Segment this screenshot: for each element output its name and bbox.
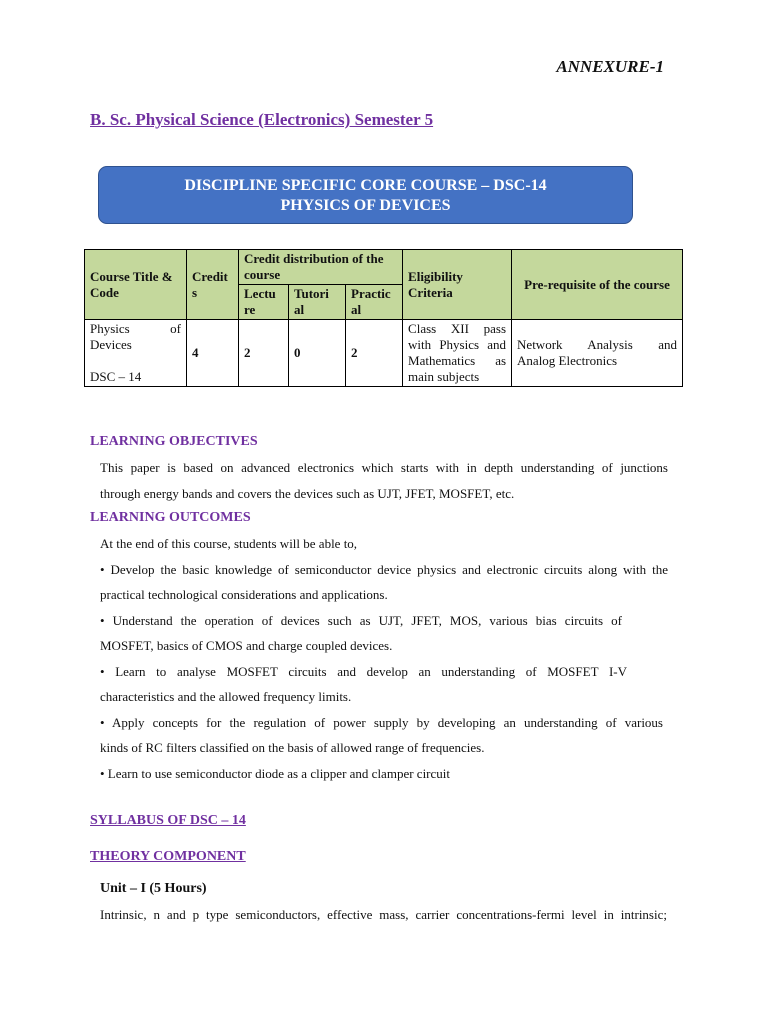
paragraph-line: This paper is based on advanced electronics which starts with in depth understanding of junctions — [100, 460, 668, 475]
header-eligibility: Eligibility Criteria — [403, 250, 512, 320]
course-code: DSC – 14 — [90, 369, 142, 384]
cell-lecture: 2 — [239, 320, 289, 387]
learning-objectives-heading: LEARNING OBJECTIVES — [90, 434, 258, 449]
eligibility-line: Mathematics as — [408, 353, 507, 368]
eligibility-line: Class XII pass — [408, 321, 507, 336]
outcome-line: MOSFET, basics of CMOS and charge coupled devices. — [100, 638, 393, 653]
eligibility-line: main subjects — [408, 369, 480, 384]
syllabus-heading: SYLLABUS OF DSC – 14 — [90, 813, 246, 828]
banner-course-code: DISCIPLINE SPECIFIC CORE COURSE – DSC-14 — [184, 177, 547, 194]
eligibility-line: with Physics and — [408, 337, 507, 352]
cell-course-title — [85, 320, 187, 387]
cell-eligibility — [403, 320, 512, 387]
header-tutorial: Tutori al — [289, 285, 346, 320]
course-title-line: Physics of — [90, 321, 181, 336]
table-row — [85, 320, 683, 387]
header-credits: Credit s — [187, 250, 239, 320]
outcome-line: kinds of RC filters classified on the basis of allowed range of frequencies. — [100, 740, 485, 755]
outcome-line: characteristics and the allowed frequency limits. — [100, 689, 352, 704]
outcome-line: • Develop the basic knowledge of semiconductor device physics and electronic circuits along with the — [100, 561, 668, 577]
course-title-line: Devices — [90, 337, 132, 352]
outcome-line: • Learn to analyse MOSFET circuits and develop an understanding of MOSFET I-V — [100, 663, 627, 679]
header-credit-distribution: Credit distribution of the course — [239, 250, 403, 285]
prerequisite-line: Analog Electronics — [517, 353, 618, 368]
header-lecture: Lectu re — [239, 285, 289, 320]
paragraph-line: At the end of this course, students will be able to, — [100, 536, 358, 551]
header-practical: Practic al — [346, 285, 403, 320]
learning-outcomes-text — [100, 531, 668, 786]
paragraph-line: through energy bands and covers the devices such as UJT, JFET, MOSFET, etc. — [100, 485, 515, 501]
unit-1-heading: Unit – I (5 Hours) — [100, 881, 207, 896]
header-prerequisite: Pre-requisite of the course — [512, 250, 683, 320]
learning-objectives-text — [100, 455, 668, 506]
course-banner — [98, 166, 633, 224]
outcome-line: • Learn to use semiconductor diode as a clipper and clamper circuit — [100, 765, 450, 781]
prerequisite-line: Network Analysis and — [517, 337, 678, 352]
theory-component-heading: THEORY COMPONENT — [90, 849, 246, 864]
cell-prerequisite — [512, 320, 683, 387]
cell-practical: 2 — [346, 320, 403, 387]
unit-1-text: Intrinsic, n and p type semiconductors, effective mass, carrier concentrations-fermi level in intrinsic; — [100, 907, 667, 922]
outcome-line: practical technological considerations and applications. — [100, 587, 388, 602]
header-course-title: Course Title & Code — [85, 250, 187, 320]
program-title: B. Sc. Physical Science (Electronics) Semester 5 — [90, 110, 434, 129]
cell-credits: 4 — [187, 320, 239, 387]
outcome-line: • Apply concepts for the regulation of power supply by developing an understanding of various — [100, 714, 663, 730]
learning-outcomes-heading: LEARNING OUTCOMES — [90, 510, 251, 525]
annexure-label: ANNEXURE-1 — [556, 57, 664, 76]
course-details-table — [84, 249, 683, 387]
outcome-line: • Understand the operation of devices such as UJT, JFET, MOS, various bias circuits of — [100, 612, 622, 628]
cell-tutorial: 0 — [289, 320, 346, 387]
banner-course-name: PHYSICS OF DEVICES — [280, 197, 451, 214]
